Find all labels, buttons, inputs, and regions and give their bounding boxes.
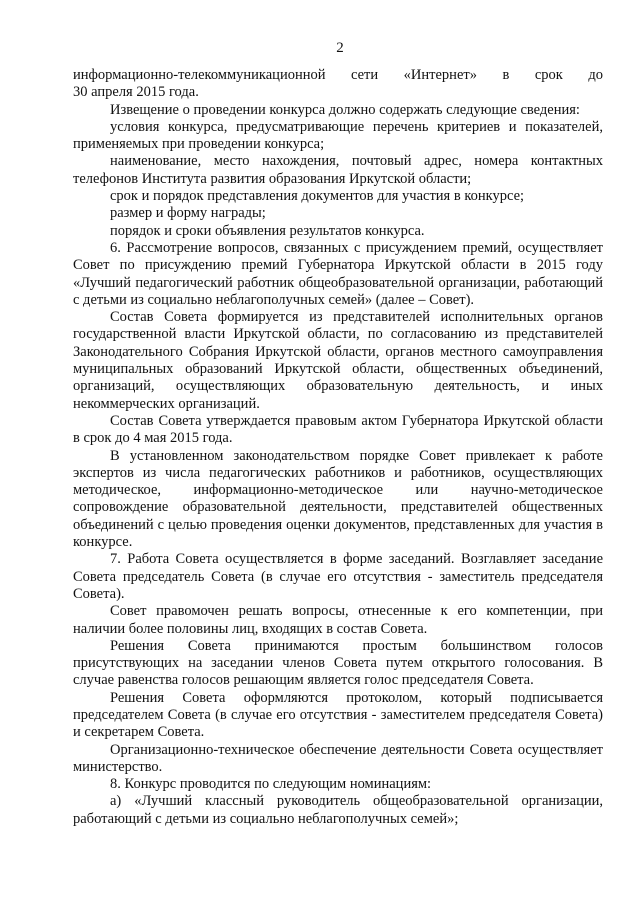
paragraph: а) «Лучший классный руководитель общеобразовательной организации, работающий с детьми из социально неблагополучных семей»;	[73, 793, 603, 827]
paragraph: информационно-телекоммуникационной сети «Интернет» в срок до	[73, 67, 603, 83]
paragraph: наименование, место нахождения, почтовый адрес, номера контактных телефонов Института развития образования Иркутской области;	[73, 153, 603, 187]
page-number: 2	[336, 40, 344, 56]
paragraph: Организационно-техническое обеспечение деятельности Совета осуществляет министерство.	[73, 741, 603, 775]
paragraph: размер и форму награды;	[110, 205, 266, 222]
paragraph: 6. Рассмотрение вопросов, связанных с присуждением премий, осуществляет Совет по присуждению премий Губернатора Иркутской области в 2015 году «Лучший педагогический работник общеобразовательной организации, работающий с детьми из социально неблагополучных семей» (далее – Совет).	[73, 239, 603, 308]
document-body	[73, 67, 603, 828]
paragraph: В установленном законодательством порядке Совет привлекает к работе экспертов из числа педагогических работников и работников, осуществляющих методическое, информационно-методическое или научно-методическое сопровождение образовательной деятельности, представителей общественных объединений с целью проведения оценки документов, представленных для участия в конкурсе.	[73, 447, 603, 551]
paragraph: условия конкурса, предусматривающие перечень критериев и показателей, применяемых при проведении конкурса;	[73, 118, 603, 153]
paragraph: порядок и сроки объявления результатов конкурса.	[110, 222, 425, 239]
paragraph: 30 апреля 2015 года.	[73, 84, 199, 101]
paragraph: Извещение о проведении конкурса должно содержать следующие сведения:	[110, 101, 580, 118]
paragraph: срок и порядок представления документов для участия в конкурсе;	[110, 188, 525, 205]
paragraph: Решения Совета принимаются простым большинством голосов присутствующих на заседании членов Совета путем открытого голосования. В случае равенства голосов решающим является голос председателя Совета.	[73, 637, 603, 689]
paragraph: Решения Совета оформляются протоколом, который подписывается председателем Совета (в случае его отсутствия - заместителем председателя Совета) и секретарем Совета.	[73, 689, 603, 741]
paragraph: Состав Совета утверждается правовым актом Губернатора Иркутской области в срок до 4 мая 2015 года.	[73, 412, 603, 447]
paragraph: 8. Конкурс проводится по следующим номинациям:	[110, 776, 432, 793]
paragraph: Совет правомочен решать вопросы, отнесенные к его компетенции, при наличии более половины лиц, входящих в состав Совета.	[73, 603, 603, 637]
paragraph: Состав Совета формируется из представителей исполнительных органов государственной власти Иркутской области, по согласованию из представителей Законодательного Собрания Иркутской области, органов местного самоуправления муниципальных образований Иркутской области, общественных объединений, организаций, осуществляющих образовательную деятельность, и иных некоммерческих организаций.	[73, 309, 603, 412]
paragraph: 7. Работа Совета осуществляется в форме заседаний. Возглавляет заседание Совета председатель Совета (в случае его отсутствия - заместитель председателя Совета).	[73, 551, 603, 602]
